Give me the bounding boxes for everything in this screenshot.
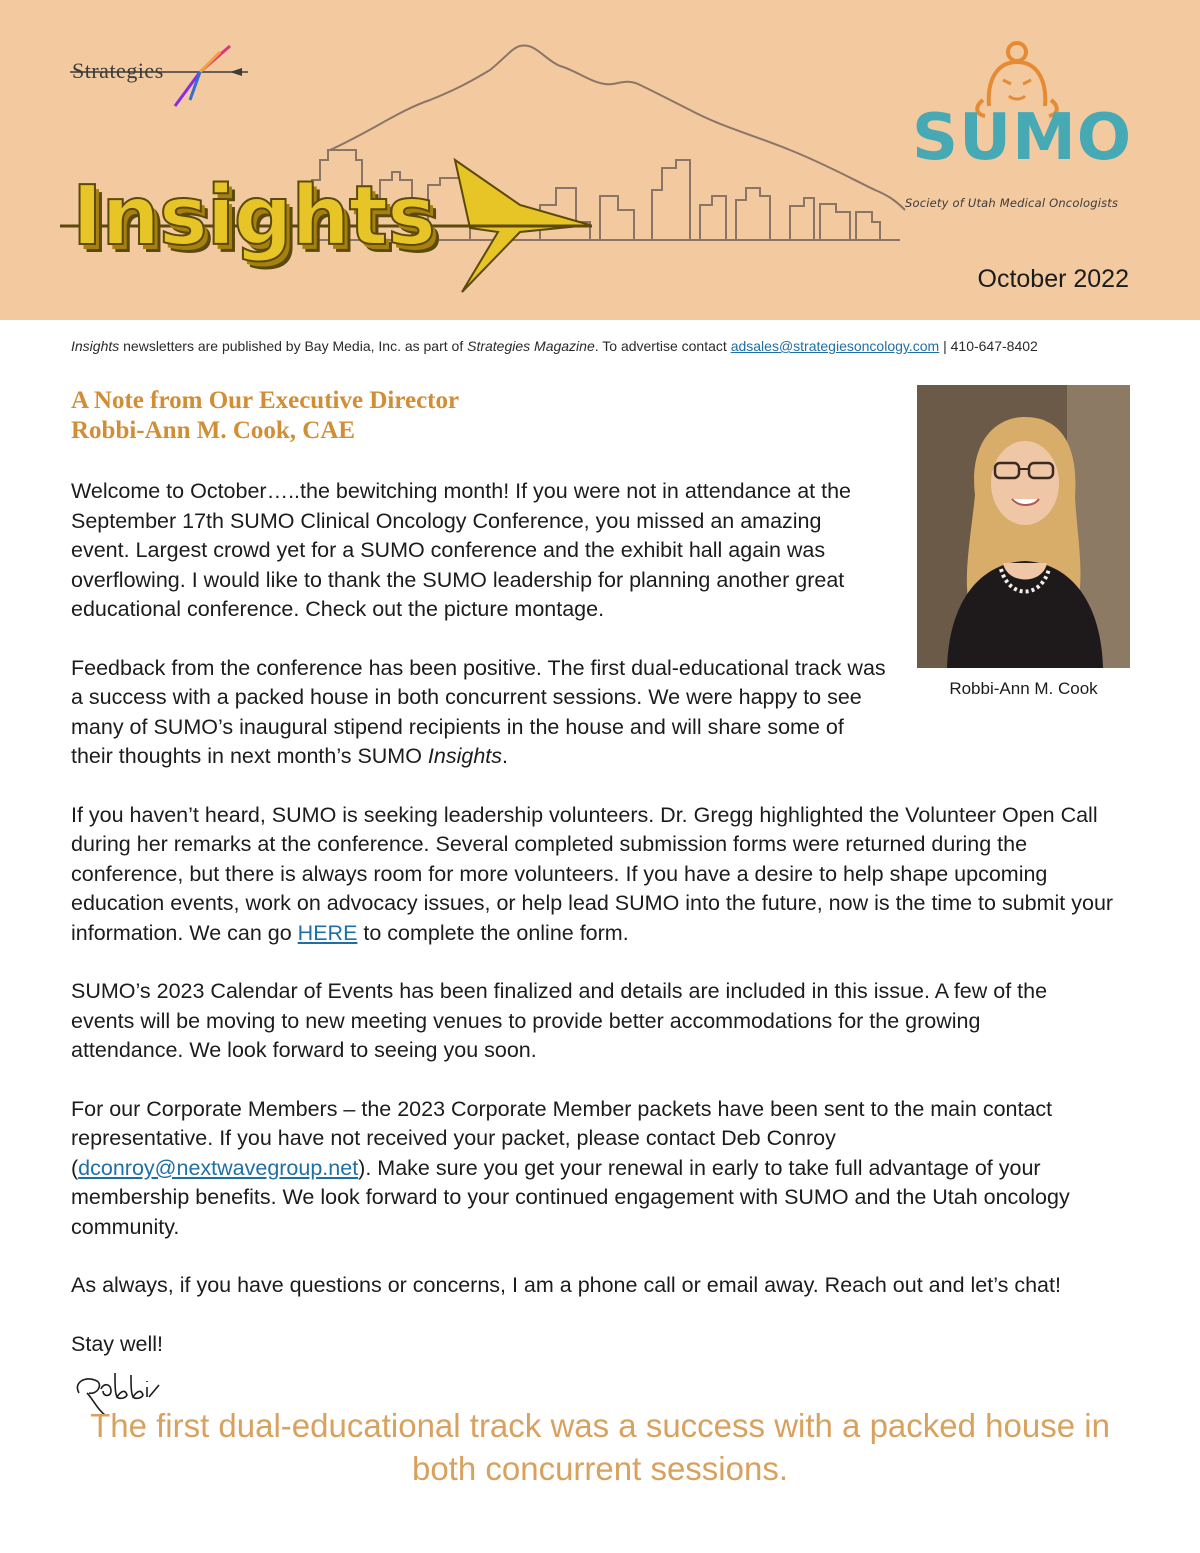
publisher-info-line	[71, 338, 1141, 354]
paragraph-text: If you haven’t heard, SUMO is seeking leadership volunteers. Dr. Gregg highlighted the Volunteer Open Call during her remarks at the conference. Several completed submission forms were returned during the conference, but there is always room for more volunteers. If you have a desire to help shape upcoming education events, work on advocacy issues, or help lead SUMO into the future, now is the time to submit your information. We can go	[71, 802, 1114, 945]
article-title-line: A Note from Our Executive Director	[71, 387, 460, 414]
publisher-text: newsletters are published by Bay Media, Inc. as part of	[119, 338, 468, 354]
contact-email-link[interactable]: dconroy@nextwavegroup.net	[78, 1155, 359, 1180]
paragraph-calendar: SUMO’s 2023 Calendar of Events has been finalized and details are included in this issue. A few of the events will be moving to new meeting venues to provide better accommodations for the growing attendance. We look forward to seeing you soon.	[71, 979, 1048, 1062]
article-body	[71, 477, 1131, 1419]
sumo-subtitle: Society of Utah Medical Oncologists	[905, 196, 1119, 210]
paragraph-welcome: Welcome to October…..the bewitching month! If you were not in attendance at the September 17th SUMO Clinical Oncology Conference, you missed an amazing event. Largest crowd yet for a SUMO conference and the exhibit hall again was overflowing. I would like to thank the SUMO leadership for planning another great educational conference. Check out the picture montage.	[71, 479, 852, 621]
paragraph-text: Feedback from the conference has been positive. The first dual-educational track was a success with a packed house in both concurrent sessions. We were happy to see many of SUMO’s inaugural stipend recipients in the house and will share some of their thoughts in next month’s SUMO	[71, 655, 886, 768]
closing-line: Stay well!	[71, 1331, 164, 1356]
strategies-logo-text: Strategies	[72, 58, 164, 83]
paragraph-text: ). Make sure you get your renewal in early to take full advantage of your membership benefits. We look forward to your continued engagement with SUMO and the Utah oncology community.	[71, 1155, 1070, 1239]
newsletter-banner	[0, 0, 1200, 320]
paragraph-corporate-members	[71, 1095, 1131, 1243]
photo-wrap-spacer	[886, 477, 1131, 715]
author-photo-caption: Robbi-Ann M. Cook	[949, 679, 1098, 698]
publisher-phone: | 410-647-8402	[939, 338, 1038, 354]
pull-quote: The first dual-educational track was a success with a packed house in both concurrent sessions.	[90, 1407, 1110, 1487]
advertising-email-link[interactable]: adsales@strategiesoncology.com	[730, 338, 940, 354]
publisher-text: . To advertise contact	[594, 338, 731, 354]
issue-date: October 2022	[977, 265, 1129, 293]
magazine-name: Strategies Magazine	[467, 338, 595, 354]
insights-italic: Insights	[427, 744, 503, 768]
paragraph-contact: As always, if you have questions or concerns, I am a phone call or email away. Reach out and let’s chat!	[71, 1273, 1061, 1297]
paragraph-volunteers	[71, 801, 1131, 949]
paragraph-text: For our Corporate Members – the 2023 Corporate Member packets have been sent to the main contact representative. If you have not received your packet, please contact Deb Conroy (	[71, 1096, 1053, 1180]
article-author-line: Robbi-Ann M. Cook, CAE	[71, 417, 356, 444]
sumo-logo-text: SUMO	[912, 101, 1133, 175]
paragraph-text: to complete the online form.	[357, 920, 629, 945]
article-title	[71, 386, 459, 446]
publication-name: Insights	[71, 338, 120, 354]
insights-logo-text: Insights	[72, 169, 435, 264]
paragraph-text: .	[502, 744, 509, 768]
volunteer-form-link[interactable]: HERE	[297, 920, 358, 945]
